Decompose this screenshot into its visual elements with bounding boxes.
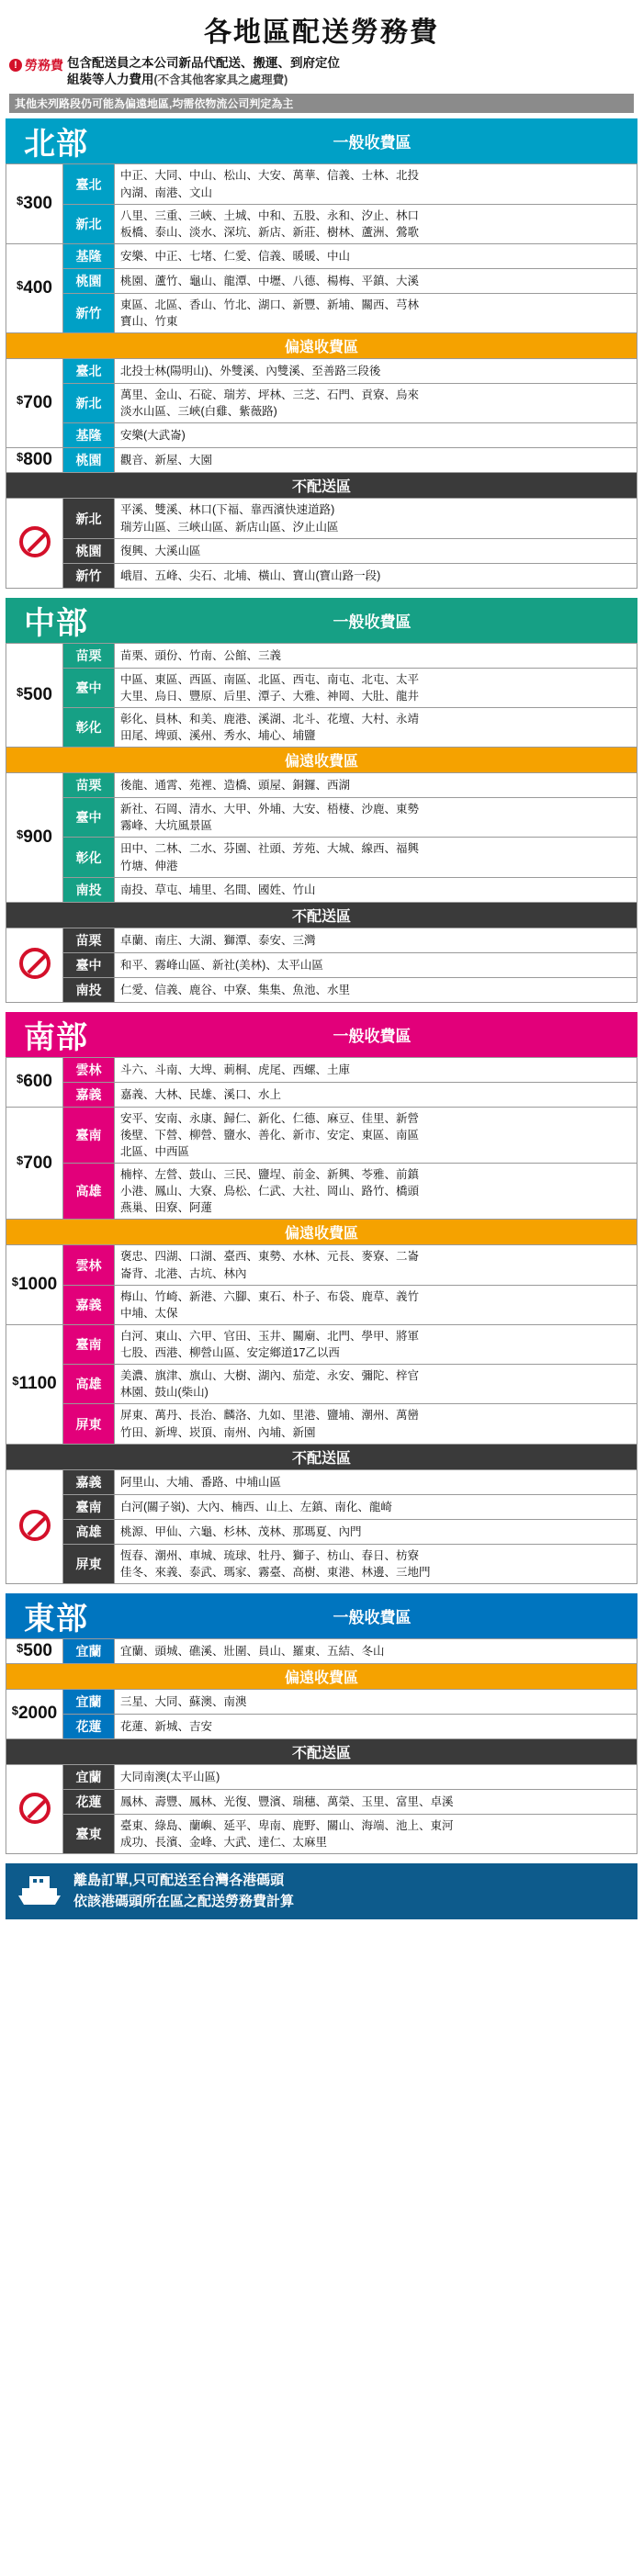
area-cell: 臺東、綠島、蘭嶼、延平、卑南、鹿野、關山、海端、池上、東河 成功、長濱、金峰、大武、達仁、太麻里 (115, 1814, 637, 1853)
price-cell: $300 (6, 164, 63, 244)
regions-container (6, 118, 637, 1854)
area-cell: 平溪、雙溪、林口(下福、靠西濱快速道路) 瑞芳山區、三峽山區、新店山區、汐止山區 (115, 499, 637, 538)
area-cell: 中正、大同、中山、松山、大安、萬華、信義、士林、北投 內湖、南港、文山 (115, 164, 637, 204)
table-row (6, 1689, 637, 1714)
table-row (6, 1469, 637, 1494)
table-row (6, 1544, 637, 1583)
table-row (6, 1814, 637, 1853)
area-cell: 鳳林、壽豐、鳳林、光復、豐濱、瑞穗、萬榮、玉里、富里、卓溪 (115, 1789, 637, 1814)
region-block (6, 598, 637, 1003)
region-block (6, 118, 637, 588)
table-row (6, 773, 637, 798)
no-delivery-cell (6, 928, 63, 1002)
table-row (6, 1494, 637, 1519)
table-row (6, 423, 637, 448)
city-cell: 苗栗 (63, 928, 115, 952)
city-cell: 新北 (63, 499, 115, 538)
area-cell: 安平、安南、永康、歸仁、新化、仁德、麻豆、佳里、新營 後壁、下營、柳營、鹽水、善化、新市、安定、東區、南區 北區、中西區 (115, 1107, 637, 1163)
section-band-ban (6, 1444, 637, 1469)
city-cell: 花蓮 (63, 1714, 115, 1738)
no-entry-icon (19, 526, 51, 557)
no-delivery-cell (6, 1764, 63, 1853)
section-band-remote (6, 1663, 637, 1689)
area-cell: 梅山、竹崎、新港、六腳、東石、朴子、布袋、鹿草、義竹 中埔、太保 (115, 1285, 637, 1324)
area-cell: 南投、草屯、埔里、名間、國姓、竹山 (115, 877, 637, 902)
area-cell: 彰化、員林、和美、鹿港、溪湖、北斗、花壇、大村、永靖 田尾、埤頭、溪州、秀水、埔心、埔鹽 (115, 707, 637, 747)
region-block (6, 1593, 637, 1854)
city-cell: 新竹 (63, 563, 115, 588)
section-band-label: 偏遠收費區 (6, 748, 637, 773)
city-cell: 新北 (63, 384, 115, 423)
city-cell: 彰化 (63, 838, 115, 877)
table-row (6, 1714, 637, 1738)
table-row (6, 1365, 637, 1404)
labor-fee-line2: 組裝等人力費用 (67, 73, 154, 87)
city-cell: 臺南 (63, 1324, 115, 1364)
city-cell: 臺東 (63, 1814, 115, 1853)
section-band-normal: 一般收費區 (107, 1593, 637, 1638)
area-cell: 三星、大同、蘇澳、南澳 (115, 1689, 637, 1714)
table-row (6, 1764, 637, 1789)
area-cell: 復興、大溪山區 (115, 538, 637, 563)
labor-fee-subbar: 其他未列路段仍可能為偏遠地區,均需依物流公司判定為主 (9, 94, 634, 113)
table-row (6, 1404, 637, 1444)
city-cell: 宜蘭 (63, 1689, 115, 1714)
city-cell: 彰化 (63, 707, 115, 747)
region-table (6, 1638, 637, 1854)
price-cell: $600 (6, 1057, 63, 1107)
table-row (6, 1324, 637, 1364)
table-row (6, 359, 637, 384)
table-row (6, 643, 637, 668)
table-row (6, 538, 637, 563)
table-row (6, 668, 637, 707)
section-band-ban (6, 1738, 637, 1764)
area-cell: 白河、東山、六甲、官田、玉井、關廟、北門、學甲、將軍 七股、西港、柳營山區、安定鄉道17乙以西 (115, 1324, 637, 1364)
no-entry-icon (19, 1793, 51, 1824)
table-row (6, 1638, 637, 1663)
section-band-label: 偏遠收費區 (6, 1663, 637, 1689)
area-cell: 美濃、旗津、旗山、大樹、湖內、茄萣、永安、彌陀、梓官 林園、鼓山(柴山) (115, 1365, 637, 1404)
table-row (6, 1057, 637, 1082)
price-cell: $1000 (6, 1245, 63, 1325)
section-band-label: 不配送區 (6, 902, 637, 928)
table-row (6, 243, 637, 268)
city-cell: 南投 (63, 977, 115, 1002)
section-band-remote (6, 748, 637, 773)
area-cell: 大同南澳(太平山區) (115, 1764, 637, 1789)
price-cell: $700 (6, 1107, 63, 1220)
labor-fee-text (67, 55, 340, 88)
section-band-ban (6, 902, 637, 928)
area-cell: 花蓮、新城、吉安 (115, 1714, 637, 1738)
city-cell: 臺中 (63, 668, 115, 707)
city-cell: 高雄 (63, 1164, 115, 1220)
city-cell: 基隆 (63, 243, 115, 268)
table-row (6, 707, 637, 747)
area-cell: 東區、北區、香山、竹北、湖口、新豐、新埔、關西、芎林 寶山、竹東 (115, 293, 637, 332)
price-cell: $500 (6, 643, 63, 748)
area-cell: 後龍、通霄、苑裡、造橋、頭屋、銅鑼、西湖 (115, 773, 637, 798)
city-cell: 臺中 (63, 952, 115, 977)
area-cell: 楠梓、左營、鼓山、三民、鹽埕、前金、新興、苓雅、前鎮 小港、鳳山、大寮、鳥松、仁武、大社、岡山、路竹、橋頭 燕巢、田寮、阿蓮 (115, 1164, 637, 1220)
section-band-label: 偏遠收費區 (6, 1220, 637, 1245)
area-cell: 中區、東區、西區、南區、北區、西屯、南屯、北屯、太平 大里、烏日、豐原、后里、潭子、大雅、神岡、大肚、龍井 (115, 668, 637, 707)
labor-fee-badge-label: 勞務費 (25, 58, 63, 73)
area-cell: 嘉義、大林、民雄、溪口、水上 (115, 1082, 637, 1107)
table-row (6, 1107, 637, 1163)
city-cell: 花蓮 (63, 1789, 115, 1814)
area-cell: 觀音、新屋、大園 (115, 448, 637, 473)
area-cell: 安樂(大武崙) (115, 423, 637, 448)
city-cell: 嘉義 (63, 1082, 115, 1107)
area-cell: 屏東、萬丹、長治、麟洛、九如、里港、鹽埔、潮州、萬巒 竹田、新埤、崁頂、南州、內埔、新園 (115, 1404, 637, 1444)
region-name: 北部 (6, 118, 107, 163)
area-cell: 和平、霧峰山區、新社(美林)、太平山區 (115, 952, 637, 977)
area-cell: 褒忠、四湖、口湖、臺西、東勢、水林、元長、麥寮、二崙 崙背、北港、古坑、林內 (115, 1245, 637, 1285)
city-cell: 桃園 (63, 448, 115, 473)
area-cell: 恆春、潮州、車城、琉球、牡丹、獅子、枋山、春日、枋寮 佳冬、來義、泰武、瑪家、霧臺、高樹、東港、林邊、三地門 (115, 1544, 637, 1583)
area-cell: 北投士林(陽明山)、外雙溪、內雙溪、至善路三段後 (115, 359, 637, 384)
price-cell: $500 (6, 1638, 63, 1663)
table-row (6, 838, 637, 877)
area-cell: 阿里山、大埔、番路、中埔山區 (115, 1469, 637, 1494)
region-name: 東部 (6, 1593, 107, 1638)
area-cell: 桃源、甲仙、六龜、杉林、茂林、那瑪夏、內門 (115, 1519, 637, 1544)
price-cell: $400 (6, 243, 63, 332)
section-band-normal: 一般收費區 (107, 598, 637, 643)
region-block (6, 1012, 637, 1584)
region-table (6, 163, 637, 588)
page-title: 各地區配送勞務費 (204, 17, 439, 48)
area-cell: 桃園、蘆竹、龜山、龍潭、中壢、八德、楊梅、平鎮、大溪 (115, 268, 637, 293)
footer-line1: 離島訂單,只可配送至台灣各港碼頭 (73, 1873, 285, 1889)
area-cell: 卓蘭、南庄、大湖、獅潭、泰安、三灣 (115, 928, 637, 952)
city-cell: 嘉義 (63, 1469, 115, 1494)
city-cell: 新竹 (63, 293, 115, 332)
area-cell: 仁愛、信義、鹿谷、中寮、集集、魚池、水里 (115, 977, 637, 1002)
section-band-normal: 一般收費區 (107, 118, 637, 163)
region-name: 南部 (6, 1012, 107, 1057)
city-cell: 嘉義 (63, 1285, 115, 1324)
city-cell: 屏東 (63, 1544, 115, 1583)
city-cell: 苗栗 (63, 773, 115, 798)
labor-fee-badge (9, 55, 63, 74)
exclamation-icon: ! (9, 59, 22, 72)
no-delivery-cell (6, 499, 63, 588)
region-header (6, 1012, 637, 1057)
table-row (6, 928, 637, 952)
table-row (6, 268, 637, 293)
table-row (6, 563, 637, 588)
table-row (6, 1245, 637, 1285)
footer-text (73, 1871, 294, 1912)
region-header (6, 1593, 637, 1638)
table-row (6, 293, 637, 332)
area-cell: 安樂、中正、七堵、仁愛、信義、暖暖、中山 (115, 243, 637, 268)
city-cell: 臺北 (63, 164, 115, 204)
no-entry-icon (19, 948, 51, 979)
labor-fee-line2-note: (不含其他客家具之處理費) (153, 73, 288, 87)
section-band-normal: 一般收費區 (107, 1012, 637, 1057)
city-cell: 臺中 (63, 798, 115, 838)
region-header (6, 118, 637, 163)
city-cell: 桃園 (63, 538, 115, 563)
area-cell: 斗六、斗南、大埤、莿桐、虎尾、西螺、土庫 (115, 1057, 637, 1082)
region-table (6, 1057, 637, 1584)
price-cell: $900 (6, 773, 63, 903)
city-cell: 屏東 (63, 1404, 115, 1444)
region-table (6, 643, 637, 1003)
section-band-label: 偏遠收費區 (6, 333, 637, 359)
table-row (6, 1082, 637, 1107)
section-band-remote (6, 333, 637, 359)
city-cell: 基隆 (63, 423, 115, 448)
city-cell: 桃園 (63, 268, 115, 293)
region-header (6, 598, 637, 643)
labor-fee-note (6, 55, 637, 92)
area-cell: 苗栗、頭份、竹南、公館、三義 (115, 643, 637, 668)
city-cell: 高雄 (63, 1519, 115, 1544)
region-name: 中部 (6, 598, 107, 643)
table-row (6, 977, 637, 1002)
price-cell: $2000 (6, 1689, 63, 1738)
footer-banner (6, 1863, 637, 1919)
city-cell: 苗栗 (63, 643, 115, 668)
footer-line2: 依該港碼頭所在區之配送勞務費計算 (73, 1893, 295, 1909)
section-band-label: 不配送區 (6, 1444, 637, 1469)
table-row (6, 164, 637, 204)
section-band-ban (6, 473, 637, 499)
ship-icon (15, 1873, 64, 1910)
area-cell: 萬里、金山、石碇、瑞芳、坪林、三芝、石門、貢寮、烏來 淡水山區、三峽(白雞、紫薇路) (115, 384, 637, 423)
area-cell: 峨眉、五峰、尖石、北埔、橫山、寶山(寶山路一段) (115, 563, 637, 588)
table-row (6, 798, 637, 838)
area-cell: 白河(關子嶺)、大內、楠西、山上、左鎮、南化、龍崎 (115, 1494, 637, 1519)
table-row (6, 204, 637, 243)
city-cell: 宜蘭 (63, 1764, 115, 1789)
table-row (6, 1164, 637, 1220)
area-cell: 八里、三重、三峽、土城、中和、五股、永和、汐止、林口 板橋、泰山、淡水、深坑、新店、新莊、樹林、蘆洲、鶯歌 (115, 204, 637, 243)
section-band-label: 不配送區 (6, 473, 637, 499)
area-cell: 新社、石岡、清水、大甲、外埔、大安、梧棲、沙鹿、東勢 霧峰、大坑風景區 (115, 798, 637, 838)
table-row (6, 952, 637, 977)
table-row (6, 1285, 637, 1324)
price-cell: $1100 (6, 1324, 63, 1444)
labor-fee-line1: 包含配送員之本公司新品代配送、搬運、到府定位 (67, 56, 340, 70)
table-row (6, 877, 637, 902)
table-row (6, 448, 637, 473)
city-cell: 臺北 (63, 359, 115, 384)
table-row (6, 384, 637, 423)
section-band-remote (6, 1220, 637, 1245)
city-cell: 臺南 (63, 1107, 115, 1163)
price-cell: $700 (6, 359, 63, 448)
area-cell: 田中、二林、二水、芬園、社頭、芳苑、大城、線西、福興 竹塘、伸港 (115, 838, 637, 877)
table-row (6, 1789, 637, 1814)
table-row (6, 499, 637, 538)
city-cell: 南投 (63, 877, 115, 902)
city-cell: 新北 (63, 204, 115, 243)
no-entry-icon (19, 1510, 51, 1541)
table-row (6, 1519, 637, 1544)
price-cell: $800 (6, 448, 63, 473)
city-cell: 雲林 (63, 1057, 115, 1082)
city-cell: 高雄 (63, 1365, 115, 1404)
city-cell: 宜蘭 (63, 1638, 115, 1663)
city-cell: 臺南 (63, 1494, 115, 1519)
no-delivery-cell (6, 1469, 63, 1583)
area-cell: 宜蘭、頭城、礁溪、壯圍、員山、羅東、五結、冬山 (115, 1638, 637, 1663)
section-band-label: 不配送區 (6, 1738, 637, 1764)
city-cell: 雲林 (63, 1245, 115, 1285)
